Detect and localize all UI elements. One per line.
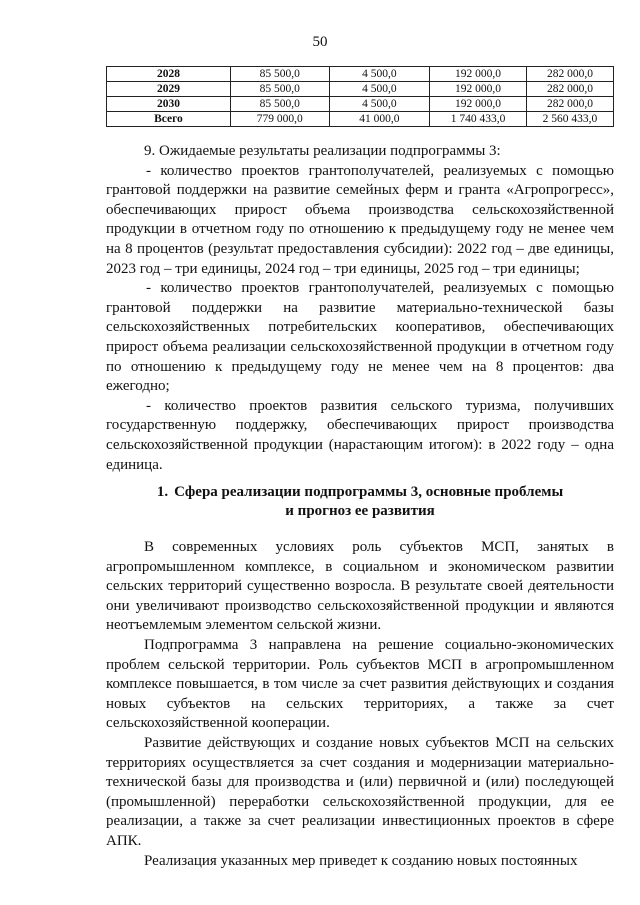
section-title-line2: и прогноз ее развития bbox=[285, 503, 435, 519]
section-number: 1. bbox=[156, 484, 169, 500]
table-cell: 192 000,0 bbox=[430, 97, 527, 112]
budget-table bbox=[106, 66, 614, 127]
table-cell: 2 560 433,0 bbox=[526, 112, 613, 127]
table-cell-year: Всего bbox=[107, 112, 231, 127]
table-cell: 192 000,0 bbox=[430, 82, 527, 97]
table-row bbox=[107, 82, 614, 97]
result-bullet: - количество проектов грантополучателей, реализуемых с помощью грантовой поддержки на развитие материально-технической базы сельскохозяйственных потребительских кооперативов, обеспечивающих прирост объема реализации сельскохозяйственной продукции в отчетном году по отношению к предыдущему году не менее чем на 8 процентов: два ежегодно; bbox=[106, 280, 614, 395]
section-1-heading bbox=[106, 483, 614, 521]
table-cell: 85 500,0 bbox=[230, 97, 329, 112]
table-cell: 282 000,0 bbox=[526, 67, 613, 82]
table-row bbox=[107, 97, 614, 112]
table-row-total bbox=[107, 112, 614, 127]
table-cell: 85 500,0 bbox=[230, 82, 329, 97]
table-cell: 4 500,0 bbox=[329, 67, 430, 82]
table-cell: 779 000,0 bbox=[230, 112, 329, 127]
section-1-body bbox=[106, 538, 614, 871]
section-1-heading-line1 bbox=[106, 483, 614, 502]
body-paragraph: Развитие действующих и создание новых субъектов МСП на сельских территориях осуществляется за счет создания и модернизации материально-технической базы для производства и (или) первичной и (или) последующей (промышленной) переработки сельскохозяйственной продукции, для ее реализации, а также за счет реализации инвестиционных проектов в сфере АПК. bbox=[106, 734, 614, 849]
result-bullet: - количество проектов развития сельского туризма, получивших государственную поддержку, обеспечивающих прирост производства сельскохозяйственной продукции (нарастающим итогом): в 2022 году – одна единица. bbox=[106, 397, 614, 473]
body-paragraph: Подпрограмма 3 направлена на решение социально-экономических проблем сельской территории. Роль субъектов МСП в агропромышленном комплексе повышается, в том числе за счет развития действующих и создания новых субъектов на сельских территориях, а также за счет сельскохозяйственной кооперации. bbox=[106, 636, 614, 732]
table-cell-year: 2028 bbox=[107, 67, 231, 82]
section-9-results bbox=[106, 142, 614, 475]
table-cell: 282 000,0 bbox=[526, 82, 613, 97]
table-cell: 4 500,0 bbox=[329, 97, 430, 112]
table-row bbox=[107, 67, 614, 82]
table-cell: 1 740 433,0 bbox=[430, 112, 527, 127]
result-bullet: - количество проектов грантополучателей, реализуемых с помощью грантовой поддержки на развитие семейных ферм и гранта «Агропрогресс», обеспечивающих прирост объема производства сельскохозяйственной продукции в отчетном году по отношению к предыдущему году не менее чем на 8 процентов (результат предоставления субсидии): 2022 год – две единицы, 2023 год – три единицы, 2024 год – три единицы, 2025 год – три единицы; bbox=[106, 162, 614, 277]
body-paragraph: Реализация указанных мер приведет к созданию новых постоянных bbox=[144, 852, 578, 869]
table-cell-year: 2030 bbox=[107, 97, 231, 112]
body-paragraph: В современных условиях роль субъектов МСП, занятых в агропромышленном комплексе, в социальном и экономическом развитии сельских территорий существенно возросла. В результате своей деятельности они увеличивают производство сельскохозяйственной продукции и являются неотъемлемым элементом сельской жизни. bbox=[106, 539, 614, 634]
table-cell: 282 000,0 bbox=[526, 97, 613, 112]
section-9-title: 9. Ожидаемые результаты реализации подпрограммы 3: bbox=[144, 143, 501, 159]
page-number: 50 bbox=[312, 34, 328, 50]
table-cell-year: 2029 bbox=[107, 82, 231, 97]
table-cell: 85 500,0 bbox=[230, 67, 329, 82]
table-cell: 41 000,0 bbox=[329, 112, 430, 127]
table-cell: 4 500,0 bbox=[329, 82, 430, 97]
table-cell: 192 000,0 bbox=[430, 67, 527, 82]
section-title-line1: Сфера реализации подпрограммы 3, основные проблемы bbox=[174, 484, 564, 500]
